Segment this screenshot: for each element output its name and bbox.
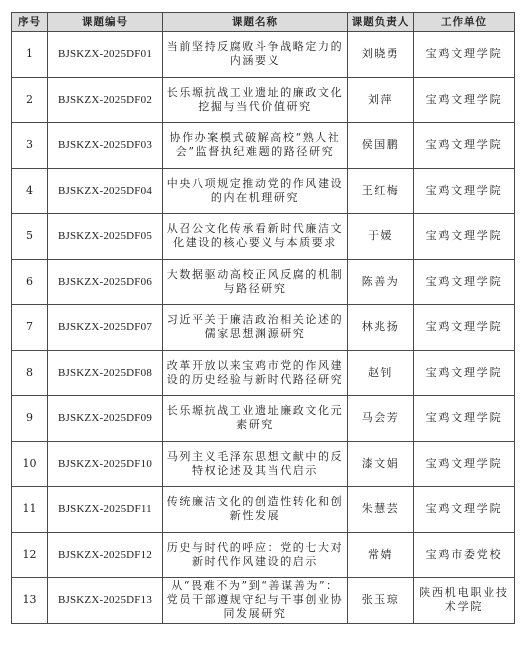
header-lead: 课题负责人 bbox=[348, 13, 414, 32]
cell-code: BJSKZX-2025DF10 bbox=[48, 441, 163, 487]
cell-lead: 刘萍 bbox=[348, 77, 414, 123]
cell-unit: 宝鸡文理学院 bbox=[414, 305, 515, 351]
cell-title: 中央八项规定推动党的作风建设的内在机理研究 bbox=[163, 168, 348, 214]
table-row bbox=[12, 350, 515, 396]
cell-code: BJSKZX-2025DF04 bbox=[48, 168, 163, 214]
table-row bbox=[12, 487, 515, 533]
table-row bbox=[12, 532, 515, 578]
cell-serial: 11 bbox=[12, 487, 48, 533]
cell-code: BJSKZX-2025DF13 bbox=[48, 578, 163, 624]
table-row bbox=[12, 441, 515, 487]
cell-title: 长乐塬抗战工业遗址的廉政文化挖掘与当代价值研究 bbox=[163, 77, 348, 123]
table-row bbox=[12, 396, 515, 442]
header-serial: 序号 bbox=[12, 13, 48, 32]
cell-code: BJSKZX-2025DF01 bbox=[48, 32, 163, 78]
cell-lead: 于媛 bbox=[348, 214, 414, 260]
cell-serial: 5 bbox=[12, 214, 48, 260]
table-header bbox=[12, 13, 515, 32]
table-row bbox=[12, 214, 515, 260]
cell-unit: 宝鸡文理学院 bbox=[414, 441, 515, 487]
cell-lead: 张玉琼 bbox=[348, 578, 414, 624]
cell-lead: 陈善为 bbox=[348, 259, 414, 305]
cell-lead: 常婧 bbox=[348, 532, 414, 578]
cell-title: 马列主义毛泽东思想文献中的反特权论述及其当代启示 bbox=[163, 441, 348, 487]
table-row bbox=[12, 123, 515, 169]
cell-serial: 12 bbox=[12, 532, 48, 578]
topics-table bbox=[11, 12, 515, 624]
cell-serial: 3 bbox=[12, 123, 48, 169]
cell-title: 改革开放以来宝鸡市党的作风建设的历史经验与新时代路径研究 bbox=[163, 350, 348, 396]
cell-unit: 宝鸡文理学院 bbox=[414, 350, 515, 396]
cell-unit: 宝鸡文理学院 bbox=[414, 32, 515, 78]
cell-serial: 7 bbox=[12, 305, 48, 351]
cell-lead: 刘晓勇 bbox=[348, 32, 414, 78]
cell-lead: 侯国鹏 bbox=[348, 123, 414, 169]
cell-unit: 宝鸡文理学院 bbox=[414, 487, 515, 533]
cell-unit: 宝鸡市委党校 bbox=[414, 532, 515, 578]
cell-serial: 9 bbox=[12, 396, 48, 442]
cell-lead: 林兆扬 bbox=[348, 305, 414, 351]
table-row bbox=[12, 32, 515, 78]
cell-unit: 宝鸡文理学院 bbox=[414, 168, 515, 214]
cell-code: BJSKZX-2025DF05 bbox=[48, 214, 163, 260]
cell-title: 习近平关于廉洁政治相关论述的儒家思想渊源研究 bbox=[163, 305, 348, 351]
table-row bbox=[12, 168, 515, 214]
cell-serial: 10 bbox=[12, 441, 48, 487]
cell-unit: 宝鸡文理学院 bbox=[414, 123, 515, 169]
cell-code: BJSKZX-2025DF03 bbox=[48, 123, 163, 169]
cell-unit: 陕西机电职业技术学院 bbox=[414, 578, 515, 624]
cell-code: BJSKZX-2025DF08 bbox=[48, 350, 163, 396]
cell-serial: 6 bbox=[12, 259, 48, 305]
cell-title: 当前坚持反腐败斗争战略定力的内涵要义 bbox=[163, 32, 348, 78]
cell-serial: 8 bbox=[12, 350, 48, 396]
header-row bbox=[12, 13, 515, 32]
cell-title: 传统廉洁文化的创造性转化和创新性发展 bbox=[163, 487, 348, 533]
table-row bbox=[12, 305, 515, 351]
cell-unit: 宝鸡文理学院 bbox=[414, 259, 515, 305]
cell-title: 从召公文化传承看新时代廉洁文化建设的核心要义与本质要求 bbox=[163, 214, 348, 260]
cell-serial: 4 bbox=[12, 168, 48, 214]
cell-unit: 宝鸡文理学院 bbox=[414, 396, 515, 442]
cell-lead: 朱慧芸 bbox=[348, 487, 414, 533]
cell-title: 长乐塬抗战工业遗址廉政文化元素研究 bbox=[163, 396, 348, 442]
cell-unit: 宝鸡文理学院 bbox=[414, 77, 515, 123]
cell-serial: 2 bbox=[12, 77, 48, 123]
cell-code: BJSKZX-2025DF06 bbox=[48, 259, 163, 305]
cell-code: BJSKZX-2025DF12 bbox=[48, 532, 163, 578]
table-body bbox=[12, 32, 515, 624]
cell-lead: 赵钊 bbox=[348, 350, 414, 396]
header-code: 课题编号 bbox=[48, 13, 163, 32]
cell-serial: 13 bbox=[12, 578, 48, 624]
header-title: 课题名称 bbox=[163, 13, 348, 32]
cell-lead: 王红梅 bbox=[348, 168, 414, 214]
cell-serial: 1 bbox=[12, 32, 48, 78]
cell-code: BJSKZX-2025DF09 bbox=[48, 396, 163, 442]
table-row bbox=[12, 77, 515, 123]
cell-title: 协作办案模式破解高校“熟人社会”监督执纪难题的路径研究 bbox=[163, 123, 348, 169]
cell-lead: 马会芳 bbox=[348, 396, 414, 442]
cell-unit: 宝鸡文理学院 bbox=[414, 214, 515, 260]
cell-title: 从“畏难不为”到“善谋善为”：党员干部遵规守纪与干事创业协同发展研究 bbox=[163, 578, 348, 624]
cell-code: BJSKZX-2025DF02 bbox=[48, 77, 163, 123]
cell-lead: 漆文娟 bbox=[348, 441, 414, 487]
table-row bbox=[12, 578, 515, 624]
cell-code: BJSKZX-2025DF11 bbox=[48, 487, 163, 533]
table-row bbox=[12, 259, 515, 305]
cell-title: 历史与时代的呼应：党的七大对新时代作风建设的启示 bbox=[163, 532, 348, 578]
cell-code: BJSKZX-2025DF07 bbox=[48, 305, 163, 351]
header-unit: 工作单位 bbox=[414, 13, 515, 32]
cell-title: 大数据驱动高校正风反腐的机制与路径研究 bbox=[163, 259, 348, 305]
